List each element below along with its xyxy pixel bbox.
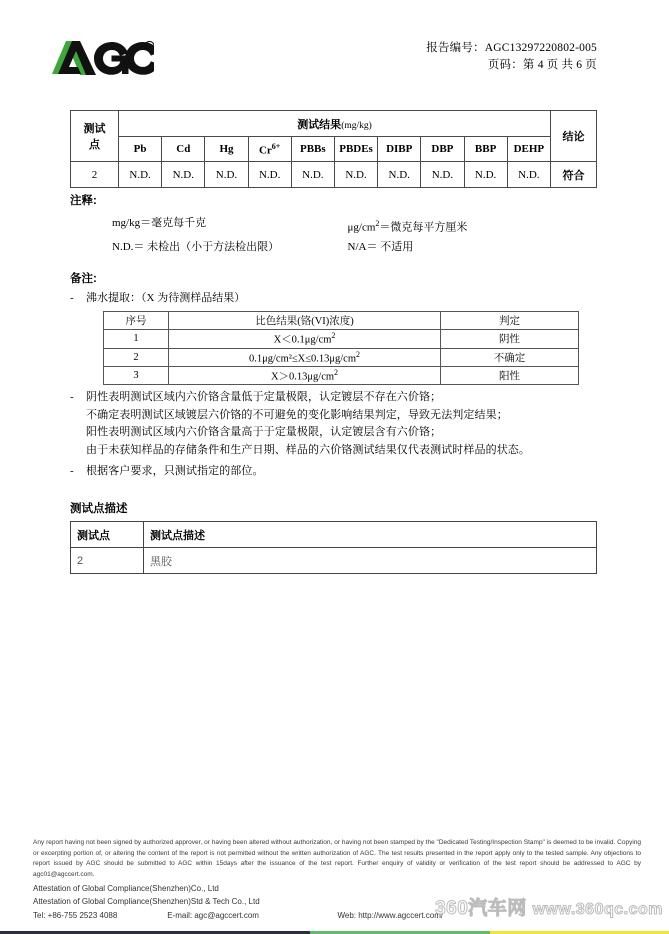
table-row (104, 366, 579, 385)
svg-text:R: R (147, 43, 152, 51)
agc-logo-icon (50, 38, 154, 78)
bullet-dash-1: - (70, 292, 74, 304)
notes-unit-ugcm2 (348, 214, 597, 238)
cr6-row1-no: 1 (104, 330, 169, 349)
cr6-row3-result (169, 366, 441, 385)
remarks-item-1-text: 沸水提取：（X 为待测样品结果） (86, 292, 246, 304)
testpoint-description-title: 测试点描述 (70, 503, 128, 515)
watermark-360qc (435, 893, 663, 920)
cell-value-dehp: N.D. (507, 162, 550, 188)
header-element-pb: Pb (119, 137, 162, 162)
notes-nd-definition: N.D.＝ 未检出（小于方法检出限） (112, 240, 280, 253)
report-meta (426, 40, 597, 74)
footer-contact-line (33, 909, 443, 923)
header-conclusion: 结论 (551, 111, 597, 162)
footer-contact (33, 882, 443, 923)
footer-disclaimer: Any report having not been signed by authorized approver, or having been altered without authorization, or having not been stamped by the "Dedicated Testing/Inspection Stamp" is deemed to be invalid. Copying or excerpting portion of, or altering the content of the report is not permitted without the written authorization of AGC. The test results presented in the report apply only to the tested sample. Any objections to report issued by AGC should be submitted to AGC within 15days after the issuance of the test report. Further enquiry of validity or verification of the test report should be addressed to AGC by agc01@agccert.com. (33, 839, 641, 878)
results-table (70, 110, 597, 188)
cr6-header-judge: 判定 (441, 312, 579, 330)
header-element-dbp: DBP (421, 137, 464, 162)
cr6-row3-no: 3 (104, 366, 169, 385)
testpoint-description-section (70, 500, 597, 574)
cr6-row2-judge: 不确定 (441, 348, 579, 366)
header-element-bbp: BBP (464, 137, 507, 162)
table-row (104, 348, 579, 366)
results-header-row-1 (71, 111, 597, 137)
cell-value-cd: N.D. (162, 162, 205, 188)
remarks-paragraphs (70, 385, 597, 481)
header-element-pbdes: PBDEs (334, 137, 377, 162)
header-results-group-unit: (mg/kg) (341, 120, 372, 131)
footer-company-line-2: Attestation of Global Compliance(Shenzhen)Std & Tech Co., Ltd (33, 897, 260, 906)
cr6-row2-result (169, 348, 441, 366)
page-number-value: 第 4 页 共 6 页 (522, 59, 597, 71)
testpoint-header-point: 测试点 (71, 522, 144, 548)
table-row (104, 330, 579, 349)
remarks-line-negative: 阴性表明测试区域内六价铬含量低于定量极限，认定镀层不存在六价铬； (86, 391, 442, 403)
cr6-criteria-table (103, 311, 579, 385)
cell-value-pbdes: N.D. (334, 162, 377, 188)
notes-unit-mgkg: mg/kg＝毫克每千克 (112, 217, 207, 229)
cr6-header-result: 比色结果(铬(VI)浓度) (169, 312, 441, 330)
header-element-hg: Hg (205, 137, 248, 162)
report-number-line (426, 40, 597, 57)
footer-company-line-1: Attestation of Global Compliance(Shenzhen)Co., Ltd (33, 883, 219, 893)
bullet-dash-2: - (70, 391, 74, 403)
notes-unit-ugcm2-sup: 2 (375, 219, 380, 228)
header-results-group-text: 测试结果 (297, 118, 342, 131)
remarks-item-2-body (86, 389, 597, 459)
cr6-row2-no: 2 (104, 348, 169, 366)
notes-row-1 (112, 214, 597, 238)
cr6-row1-result-base: X＜0.1μg/cm (273, 334, 332, 346)
remarks-section (70, 270, 597, 385)
notes-na-definition: N/A＝ 不适用 (347, 240, 414, 253)
header-test-point-line1: 测试 (83, 123, 106, 135)
table-row (71, 162, 597, 188)
footer-tel: Tel: +86-755 2523 4088 (33, 910, 118, 920)
cr6-row3-result-base: X＞0.13μg/cm (270, 371, 335, 382)
bullet-dash-3: - (70, 465, 74, 477)
cr6-row3-result-sup: 2 (334, 367, 339, 377)
cell-conclusion: 符合 (551, 162, 597, 188)
remarks-item-1-body (86, 290, 597, 307)
footer-email[interactable]: E-mail: agc@agccert.com (167, 910, 259, 920)
cr6-header-row (104, 312, 579, 330)
cr6-row1-judge: 阴性 (441, 330, 579, 349)
remarks-item-1 (70, 290, 597, 307)
notes-section (70, 192, 597, 257)
remarks-line-storage: 由于未获知样品的存储条件和生产日期、样品的六价铬测试结果仅代表测试时样品的状态。 (86, 443, 530, 456)
agc-logo (50, 38, 154, 78)
remarks-item-2 (70, 389, 597, 459)
notes-unit-ugcm2-base: μg/cm (347, 221, 376, 234)
notes-body (70, 214, 597, 257)
footer-web[interactable]: Web: http://www.agccert.com/ (337, 910, 444, 920)
cell-value-pb: N.D. (119, 162, 162, 188)
testpoint-header-row (71, 522, 597, 548)
cr6-row3-judge: 阳性 (441, 366, 579, 385)
remarks-line-positive: 阳性表明测试区域内六价铬含量高于于定量极限，认定镀层含有六价铬； (86, 426, 442, 438)
results-table-container (70, 110, 597, 188)
cell-value-cr6: N.D. (248, 162, 291, 188)
results-header-row-2 (71, 137, 597, 162)
watermark-url-text: www.360qc.com (532, 901, 663, 918)
page-header (0, 0, 669, 96)
cell-value-hg: N.D. (205, 162, 248, 188)
header-element-cd: Cd (162, 137, 205, 162)
remarks-item-3 (70, 463, 597, 481)
header-test-point (71, 111, 119, 162)
table-row (71, 548, 597, 574)
notes-row-2 (112, 238, 597, 257)
cr6-row1-result (169, 330, 441, 349)
cr6-header-no: 序号 (104, 312, 169, 330)
cr6-row1-result-sup: 2 (331, 331, 336, 340)
header-element-cr6-sup: 6+ (271, 141, 281, 151)
remarks-item-3-text: 根据客户要求，只测试指定的部位。 (86, 465, 264, 477)
testpoint-cell-point: 2 (71, 548, 144, 574)
notes-unit-ugcm2-text: ＝微克每平方厘米 (379, 221, 468, 234)
report-number-label: 报告编号： (426, 42, 485, 54)
watermark-cn-text: 360汽车网 (435, 898, 527, 919)
cell-value-bbp: N.D. (464, 162, 507, 188)
cell-value-dbp: N.D. (421, 162, 464, 188)
header-element-pbbs: PBBs (291, 137, 334, 162)
remarks-item-3-body (86, 463, 597, 481)
testpoint-cell-description: 黑胶 (144, 548, 597, 574)
header-test-point-line2: 点 (89, 139, 100, 151)
header-element-dibp: DIBP (378, 137, 421, 162)
cr6-row2-result-sup: 2 (356, 349, 360, 359)
cell-test-point: 2 (71, 162, 119, 188)
cell-value-pbbs: N.D. (291, 162, 334, 188)
testpoint-description-table (70, 521, 597, 574)
page-number-line (426, 57, 597, 74)
header-element-dehp: DEHP (507, 137, 550, 162)
header-element-cr6-base: Cr (258, 144, 272, 157)
page-number-label: 页码： (487, 59, 523, 71)
remarks-line-uncertain: 不确定表明测试区域镀层六价铬的不可避免的变化影响结果判定，导致无法判定结果； (86, 408, 508, 421)
testpoint-header-description: 测试点描述 (144, 522, 597, 548)
notes-title: 注释: (70, 195, 97, 207)
remarks-title: 备注: (70, 273, 97, 285)
cell-value-dibp: N.D. (378, 162, 421, 188)
header-results-group (119, 111, 551, 137)
header-element-cr6 (248, 137, 291, 162)
report-number-value: AGC13297220802-005 (484, 42, 597, 54)
cr6-row2-result-base: 0.1μg/cm²≤X≤0.13μg/cm (248, 353, 356, 365)
